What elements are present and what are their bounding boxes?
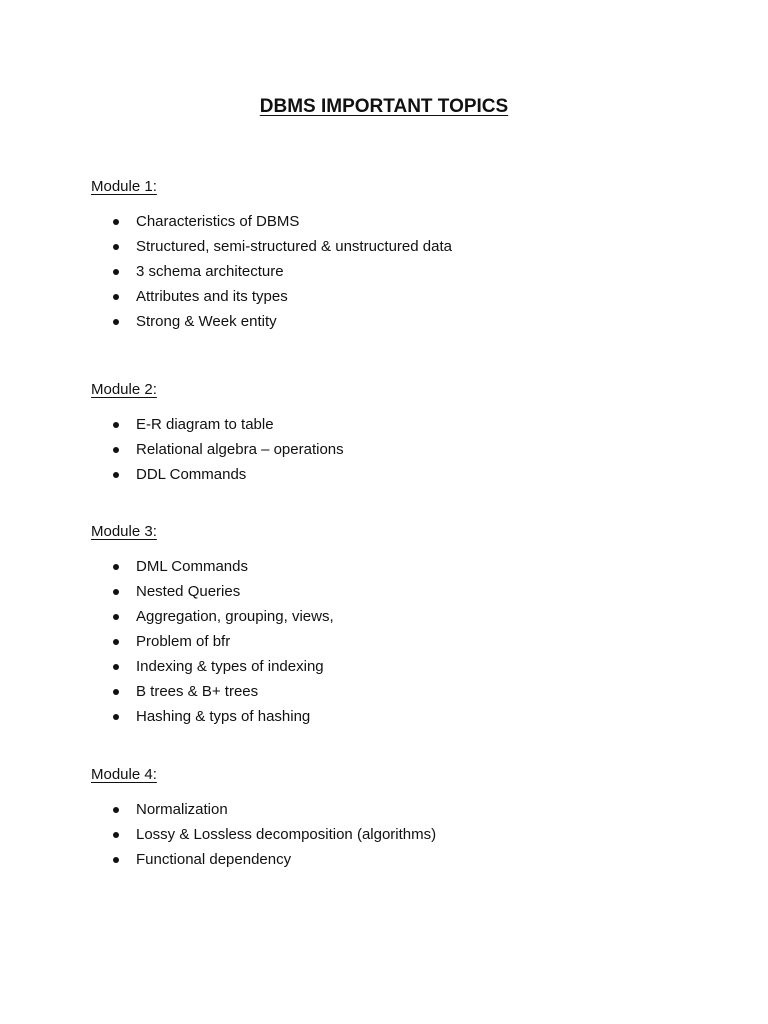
module-3-topic-list xyxy=(91,557,334,732)
topic-text: Normalization xyxy=(136,801,228,818)
bullet-icon xyxy=(113,447,119,453)
list-item xyxy=(91,287,452,312)
topic-text: Aggregation, grouping, views, xyxy=(136,608,334,625)
list-item xyxy=(91,632,334,657)
list-item xyxy=(91,607,334,632)
bullet-icon xyxy=(113,857,119,863)
list-item xyxy=(91,212,452,237)
list-item xyxy=(91,557,334,582)
list-item xyxy=(91,707,334,732)
module-4-heading: Module 4: xyxy=(91,766,157,783)
bullet-icon xyxy=(113,269,119,275)
module-2-heading: Module 2: xyxy=(91,381,157,398)
topic-text: Lossy & Lossless decomposition (algorithms) xyxy=(136,826,437,843)
bullet-icon xyxy=(113,689,119,695)
topic-text: DDL Commands xyxy=(136,466,247,483)
bullet-icon xyxy=(113,422,119,428)
bullet-icon xyxy=(113,639,119,645)
module-1-heading: Module 1: xyxy=(91,178,157,195)
topic-text: E-R diagram to table xyxy=(136,416,274,433)
topic-text: Characteristics of DBMS xyxy=(136,213,300,230)
list-item xyxy=(91,850,436,875)
list-item xyxy=(91,415,344,440)
bullet-icon xyxy=(113,614,119,620)
bullet-icon xyxy=(113,472,119,478)
list-item xyxy=(91,312,452,337)
bullet-icon xyxy=(113,832,119,838)
list-item xyxy=(91,682,334,707)
module-1-topic-list xyxy=(91,212,452,337)
bullet-icon xyxy=(113,244,119,250)
module-4-topic-list xyxy=(91,800,436,875)
list-item xyxy=(91,237,452,262)
topic-text: Indexing & types of indexing xyxy=(136,658,324,675)
bullet-icon xyxy=(113,564,119,570)
topic-text: DML Commands xyxy=(136,558,248,575)
bullet-icon xyxy=(113,807,119,813)
bullet-icon xyxy=(113,589,119,595)
list-item xyxy=(91,800,436,825)
topic-text: Attributes and its types xyxy=(136,288,288,305)
document-title-text: DBMS IMPORTANT TOPICS xyxy=(259,96,509,117)
bullet-icon xyxy=(113,219,119,225)
document-title xyxy=(0,95,768,119)
topic-text: Structured, semi-structured & unstructured data xyxy=(136,238,452,255)
topic-text: Nested Queries xyxy=(136,583,241,600)
topic-text: Relational algebra – operations xyxy=(136,441,344,458)
list-item xyxy=(91,440,344,465)
topic-text: Strong & Week entity xyxy=(136,313,277,330)
bullet-icon xyxy=(113,714,119,720)
list-item xyxy=(91,262,452,287)
bullet-icon xyxy=(113,319,119,325)
topic-text: B trees & B+ trees xyxy=(136,683,259,700)
topic-text: Functional dependency xyxy=(136,851,292,868)
module-2-topic-list xyxy=(91,415,344,490)
list-item xyxy=(91,657,334,682)
topic-text: Problem of bfr xyxy=(136,633,231,650)
bullet-icon xyxy=(113,294,119,300)
list-item xyxy=(91,582,334,607)
topic-text: Hashing & typs of hashing xyxy=(136,708,311,725)
module-3-heading: Module 3: xyxy=(91,523,157,540)
topic-text: 3 schema architecture xyxy=(136,263,284,280)
bullet-icon xyxy=(113,664,119,670)
list-item xyxy=(91,465,344,490)
list-item xyxy=(91,825,436,850)
